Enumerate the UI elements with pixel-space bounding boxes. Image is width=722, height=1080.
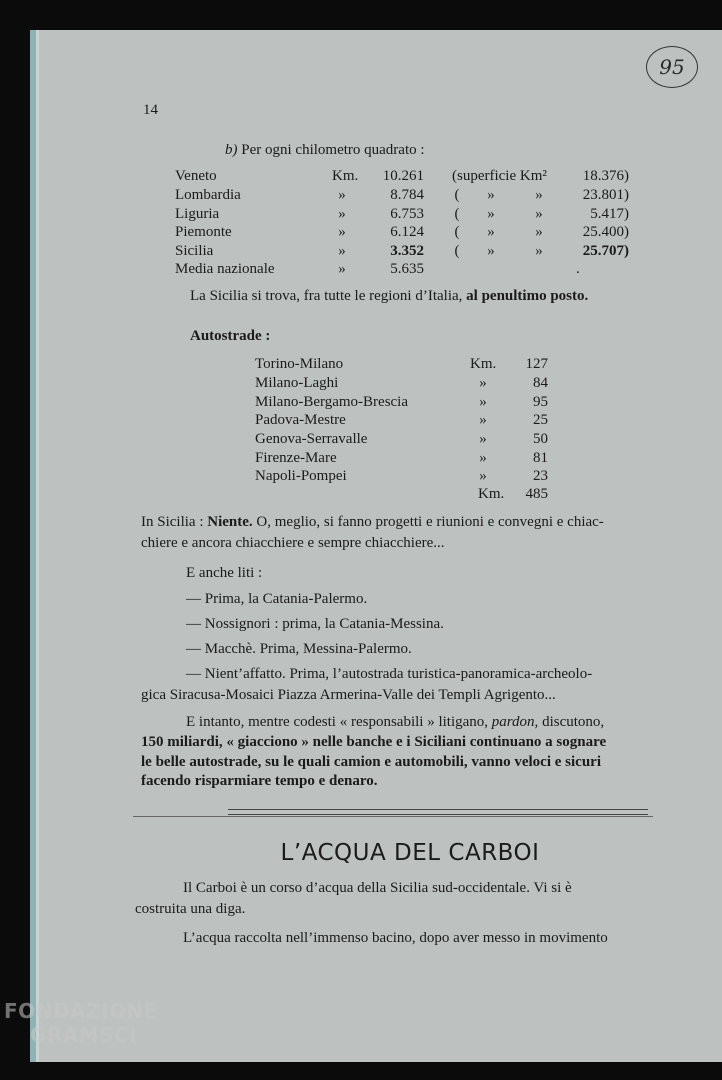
section-b-letter: b) bbox=[225, 142, 238, 158]
table-cell-area: 25.400) bbox=[582, 224, 629, 240]
table-cell-km: » bbox=[479, 375, 487, 391]
table-cell-value: 25 bbox=[533, 412, 548, 428]
table-cell-region: Sicilia bbox=[175, 243, 214, 259]
dialogue-line-4b: gica Siracusa-Mosaici Piazza Armerina-Valle dei Templi Agrigento... bbox=[141, 687, 556, 703]
table-cell-region: Lombardia bbox=[175, 187, 241, 203]
section-divider bbox=[228, 809, 648, 815]
table-cell-area: 18.376) bbox=[582, 168, 629, 184]
table-cell-ditto: » bbox=[487, 243, 495, 259]
paragraph-line-1 bbox=[186, 714, 604, 731]
table-cell-km: » bbox=[338, 206, 346, 222]
table-cell-km: Km. bbox=[332, 168, 359, 184]
table-cell-paren: ( bbox=[454, 243, 460, 259]
document-page bbox=[30, 30, 722, 1062]
table-cell-ditto: » bbox=[535, 224, 543, 240]
table-cell-name: Genova-Serravalle bbox=[255, 431, 368, 447]
pardon-word: pardon, bbox=[491, 714, 539, 730]
table-cell-value: 50 bbox=[533, 431, 548, 447]
paragraph-line-4: facendo risparmiare tempo e denaro. bbox=[141, 773, 378, 789]
ranking-note-text: La Sicilia si trova, fra tutte le regioni d’Italia, bbox=[190, 288, 467, 304]
watermark-line-2: GRAMSCI bbox=[30, 1023, 138, 1047]
sicilia-line-1 bbox=[141, 514, 604, 531]
table-cell-name: Firenze-Mare bbox=[255, 450, 337, 466]
carboi-line-1: Il Carboi è un corso d’acqua della Sicilia sud-occidentale. Vi si è bbox=[183, 880, 572, 896]
table-cell-value: 84 bbox=[533, 375, 548, 391]
table-cell-km: » bbox=[479, 412, 487, 428]
dialogue-line-4a: — Nient’affatto. Prima, l’autostrada turistica-panoramica-archeolo- bbox=[186, 666, 593, 682]
table-cell-value: 6.753 bbox=[390, 206, 424, 222]
table-cell-ditto: » bbox=[487, 224, 495, 240]
paragraph-text-b: discutono, bbox=[538, 714, 605, 730]
section-b-heading-text: Per ogni chilometro quadrato : bbox=[237, 142, 425, 158]
table-cell-km: » bbox=[338, 187, 346, 203]
ranking-note-bold: al penultimo posto. bbox=[466, 288, 589, 304]
table-cell-area: 25.707) bbox=[582, 243, 629, 259]
table-cell-value: 5.635 bbox=[390, 261, 424, 277]
table-cell-value: 95 bbox=[533, 394, 548, 410]
paragraph-text-a: E intanto, mentre codesti « responsabili » litigano, bbox=[186, 714, 492, 730]
table-cell-ditto: » bbox=[535, 243, 543, 259]
table-cell-name: Milano-Laghi bbox=[255, 375, 339, 391]
table-cell-name: Padova-Mestre bbox=[255, 412, 346, 428]
watermark-line-1: FONDAZIONE bbox=[4, 999, 158, 1023]
table-cell-region: Piemonte bbox=[175, 224, 232, 240]
table-cell-region: Media nazionale bbox=[175, 261, 275, 277]
page-number: 14 bbox=[143, 102, 158, 118]
table-cell-value: 10.261 bbox=[382, 168, 424, 184]
dialogue-line-1: — Prima, la Catania-Palermo. bbox=[186, 591, 368, 607]
table-cell-ditto: » bbox=[535, 206, 543, 222]
total-km: Km. bbox=[478, 486, 505, 502]
table-cell-area: . bbox=[576, 261, 580, 277]
table-cell-ditto: » bbox=[535, 187, 543, 203]
table-cell-paren: ( bbox=[454, 224, 460, 240]
archive-stamp: 95 bbox=[646, 46, 698, 88]
table-cell-name: Torino-Milano bbox=[255, 356, 344, 372]
table-cell-surface: (superficie Km² bbox=[452, 168, 547, 184]
table-cell-value: 23 bbox=[533, 468, 548, 484]
table-cell-value: 8.784 bbox=[390, 187, 424, 203]
table-cell-km: » bbox=[338, 261, 346, 277]
sicilia-line-2: chiere e ancora chiacchiere e sempre chiacchiere... bbox=[141, 535, 445, 551]
table-cell-area: 23.801) bbox=[582, 187, 629, 203]
carboi-line-3: L’acqua raccolta nell’immenso bacino, dopo aver messo in movimento bbox=[183, 930, 608, 946]
paragraph-line-3: le belle autostrade, su le quali camion e automobili, vanno veloci e sicuri bbox=[141, 754, 601, 770]
table-cell-km: Km. bbox=[470, 356, 497, 372]
sicilia-rest: O, meglio, si fanno progetti e riunioni e convegni e chiac- bbox=[252, 514, 604, 530]
table-cell-km: » bbox=[479, 450, 487, 466]
table-cell-region: Liguria bbox=[175, 206, 220, 222]
paragraph-line-2: 150 miliardi, « giacciono » nelle banche e i Siciliani continuano a sognare bbox=[141, 734, 607, 750]
total-value: 485 bbox=[525, 486, 548, 502]
table-cell-paren: ( bbox=[454, 187, 460, 203]
section-b-heading bbox=[225, 142, 425, 159]
liti-line: E anche liti : bbox=[186, 565, 263, 581]
table-cell-km: » bbox=[479, 394, 487, 410]
dialogue-line-3: — Macchè. Prima, Messina-Palermo. bbox=[186, 641, 412, 657]
table-cell-km: » bbox=[479, 468, 487, 484]
table-cell-value: 6.124 bbox=[390, 224, 424, 240]
ranking-note bbox=[190, 288, 588, 305]
table-cell-km: » bbox=[338, 243, 346, 259]
table-cell-value: 3.352 bbox=[390, 243, 424, 259]
table-cell-name: Milano-Bergamo-Brescia bbox=[255, 394, 409, 410]
carboi-line-2: costruita una diga. bbox=[135, 901, 246, 917]
table-cell-value: 127 bbox=[525, 356, 548, 372]
table-cell-name: Napoli-Pompei bbox=[255, 468, 347, 484]
sicilia-niente: Niente. bbox=[207, 514, 253, 530]
sicilia-prefix: In Sicilia : bbox=[141, 514, 208, 530]
section-title: L’ACQUA DEL CARBOI bbox=[280, 840, 540, 866]
table-cell-ditto: » bbox=[487, 187, 495, 203]
table-cell-region: Veneto bbox=[175, 168, 217, 184]
table-cell-paren: ( bbox=[454, 206, 460, 222]
autostrade-title: Autostrade : bbox=[190, 328, 271, 344]
dialogue-line-2: — Nossignori : prima, la Catania-Messina. bbox=[186, 616, 444, 632]
table-cell-km: » bbox=[479, 431, 487, 447]
section-divider-thin bbox=[133, 816, 653, 817]
table-cell-value: 81 bbox=[533, 450, 548, 466]
table-cell-ditto: » bbox=[487, 206, 495, 222]
table-cell-area: 5.417) bbox=[590, 206, 629, 222]
table-cell-km: » bbox=[338, 224, 346, 240]
